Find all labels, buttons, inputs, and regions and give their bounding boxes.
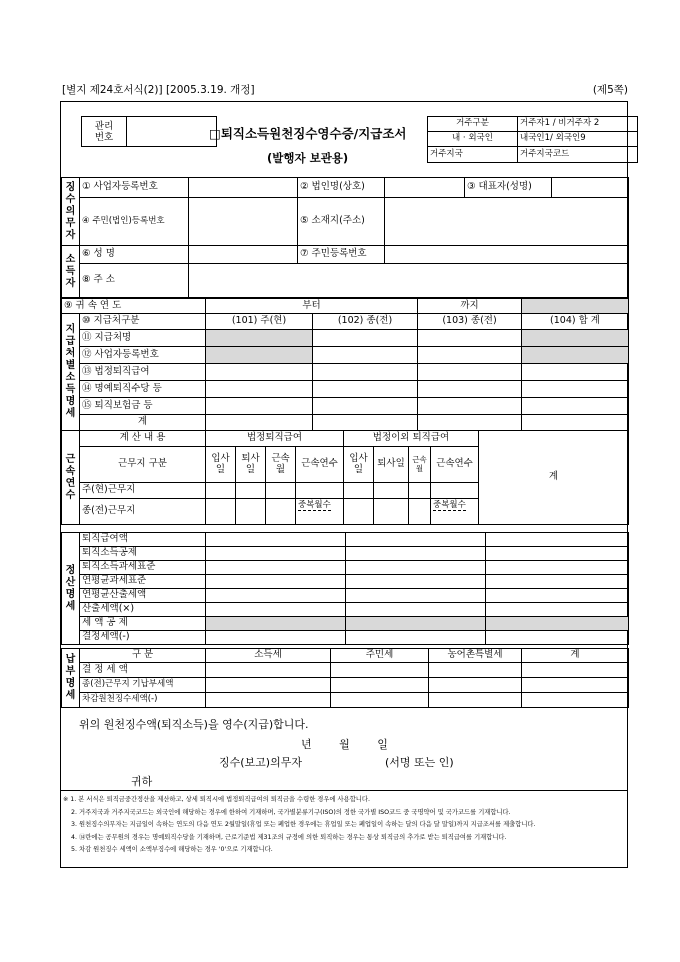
- row-final-tax: 결정세액(-): [80, 631, 206, 645]
- notes: [63, 794, 625, 857]
- cell[interactable]: [522, 415, 629, 431]
- period-label: ⑨ 귀 속 연 도: [62, 299, 206, 314]
- row-tax-credit: 세 액 공 제: [80, 617, 206, 631]
- cell[interactable]: [486, 603, 629, 617]
- col-current: (101) 주(현): [206, 314, 313, 330]
- cell[interactable]: [431, 483, 479, 499]
- cell[interactable]: [206, 330, 313, 347]
- cell[interactable]: [296, 483, 344, 499]
- legal-label: 법정퇴직급여: [206, 431, 344, 447]
- cell[interactable]: [206, 678, 331, 693]
- earner-resident-no-label: ⑦ 주민등록번호: [298, 246, 385, 264]
- cell[interactable]: [486, 631, 629, 645]
- payment-detail-label: 납부명세: [62, 649, 80, 708]
- extra-label: 법정이외 퇴직급여: [344, 431, 479, 447]
- row-total: 계: [80, 415, 206, 431]
- cell[interactable]: [206, 693, 331, 708]
- cell[interactable]: [236, 499, 266, 525]
- cell[interactable]: [522, 693, 629, 708]
- biz-no-label: ① 사업자등록번호: [80, 178, 189, 198]
- receipt-text: 위의 원천징수액(퇴직소득)을 영수(지급)합니다.: [79, 718, 309, 731]
- cell[interactable]: [206, 415, 313, 431]
- form-subtitle: (발행자 보관용): [267, 151, 349, 165]
- service-label: 근속연수: [62, 431, 80, 525]
- cell: [486, 617, 629, 631]
- row-net-withholding: 차감원천징수세액(-): [80, 693, 206, 708]
- row-legal-pay: ⑬ 법정퇴직급여: [80, 364, 206, 381]
- rep-name-field[interactable]: [552, 178, 629, 198]
- cell[interactable]: [206, 589, 346, 603]
- nationality-label: 내 · 외국인: [428, 132, 518, 147]
- cell: [206, 617, 346, 631]
- cell: [522, 330, 629, 347]
- cell[interactable]: [522, 663, 629, 678]
- period-to[interactable]: 까지: [418, 299, 522, 314]
- cell[interactable]: [418, 347, 522, 364]
- years-label-2: 근속연수: [431, 447, 479, 483]
- months-label-2: 근속월: [409, 447, 431, 483]
- nationality-value[interactable]: 내국인1/ 외국인9: [518, 132, 638, 147]
- current-workplace: 주(현)근무지: [80, 483, 206, 499]
- cell[interactable]: [206, 663, 331, 678]
- receipt-sign[interactable]: (서명 또는 인): [385, 756, 454, 769]
- row-avg-tax-base: 연평균과세표준: [80, 575, 206, 589]
- tax-calc-label: 정산명세: [62, 533, 80, 645]
- form-id: [별지 제24호서식(2)] [2005.3.19. 개정]: [62, 84, 255, 96]
- cell[interactable]: [313, 415, 418, 431]
- earner-address-label: ⑧ 주 소: [80, 264, 189, 298]
- payment-label: 지급처별소득명세: [62, 314, 80, 431]
- row-biz-no: ⑫ 사업자등록번호: [80, 347, 206, 364]
- cell[interactable]: [418, 381, 522, 398]
- earner-name-label: ⑥ 성 명: [80, 246, 189, 264]
- row-insurance: ⑮ 퇴직보험금 등: [80, 398, 206, 415]
- col-previous-1: (102) 종(전): [313, 314, 418, 330]
- payment-col-label: ⑩ 지급처구분: [80, 314, 206, 330]
- row-prepaid-tax: 종(전)근무지 기납부세액: [80, 678, 206, 693]
- col-previous-2: (103) 종(전): [418, 314, 522, 330]
- cell[interactable]: [522, 364, 629, 381]
- cell[interactable]: [409, 499, 431, 525]
- workplace-label: 근무지 구분: [80, 447, 206, 483]
- biz-no-field[interactable]: [189, 178, 298, 198]
- receipt-block: [61, 710, 627, 791]
- payment-detail-table: [61, 648, 629, 708]
- cell[interactable]: [344, 499, 374, 525]
- cell[interactable]: [313, 347, 418, 364]
- cell[interactable]: [522, 381, 629, 398]
- cell[interactable]: [346, 547, 486, 561]
- page-label: (제5쪽): [592, 84, 628, 96]
- cell[interactable]: [522, 398, 629, 415]
- cell[interactable]: [206, 398, 313, 415]
- join-label-2: 입사일: [344, 447, 374, 483]
- overlap-months[interactable]: 중복월수: [296, 499, 344, 525]
- cell: [522, 347, 629, 364]
- earner-label: 소득자: [62, 246, 80, 298]
- cell[interactable]: [206, 381, 313, 398]
- cell[interactable]: [418, 364, 522, 381]
- cell[interactable]: [418, 398, 522, 415]
- row-payer-name: ⑪ 지급처명: [80, 330, 206, 347]
- cell[interactable]: [346, 631, 486, 645]
- cell[interactable]: [206, 483, 236, 499]
- row-determined-tax: 결 정 세 액: [80, 663, 206, 678]
- cell[interactable]: [313, 330, 418, 347]
- receipt-to: 귀하: [131, 775, 153, 788]
- payer-address-field[interactable]: [385, 198, 629, 246]
- note-4: 4. ⑭란에는 공무원의 경우는 명예퇴직수당을 기재하며, 근로기준법 제31조의 규정에 의한 퇴직하는 경우는 통상 퇴직금의 추가로 받는 퇴직급여를 기재합니다.: [71, 833, 507, 841]
- receipt-date[interactable]: 년 월 일: [301, 738, 388, 751]
- leave-label-2: 퇴사일: [374, 447, 409, 483]
- cell[interactable]: [331, 693, 429, 708]
- cell[interactable]: [313, 398, 418, 415]
- cell[interactable]: [346, 575, 486, 589]
- rep-name-label: ③ 대표자(성명): [465, 178, 552, 198]
- cell[interactable]: [344, 483, 374, 499]
- cell[interactable]: [206, 603, 346, 617]
- form-title: [209, 124, 407, 142]
- country-code-label: 거주지국코드: [518, 147, 638, 163]
- cell[interactable]: [266, 483, 296, 499]
- note-1: ※ 1. 본 서식은 퇴직금중간정산을 제산하고, 상세 퇴직시에 법정퇴직급여의 퇴직금을 수령한 경우에 사용합니다.: [63, 796, 370, 803]
- calc-label: 계 산 내 용: [80, 431, 206, 447]
- detail-header-resident-tax: 주민세: [331, 649, 429, 663]
- join-label: 입사일: [206, 447, 236, 483]
- cell[interactable]: [346, 603, 486, 617]
- note-3: 3. 원천징수의무자는 지급일이 속하는 연도의 다음 연도 2월말일(휴업 또는 폐업한 경우에는 휴업일 또는 폐업일이 속하는 달의 다음 달 말일)까지 지급조서를 제출합니다.: [71, 821, 536, 828]
- country-label: 거주지국: [428, 147, 518, 163]
- row-avg-calc-tax: 연평균산출세액: [80, 589, 206, 603]
- cell[interactable]: [331, 678, 429, 693]
- earner-resident-no-field[interactable]: [385, 246, 629, 264]
- payer-address-label: ⑤ 소재지(주소): [298, 198, 385, 246]
- cell[interactable]: [236, 483, 266, 499]
- earner-name-field[interactable]: [189, 246, 298, 264]
- cell[interactable]: [331, 663, 429, 678]
- withholding-receipt-form: [60, 101, 628, 868]
- residency-value[interactable]: 거주자1 / 비거주자 2: [518, 117, 638, 132]
- cell[interactable]: [206, 575, 346, 589]
- residency-label: 거주구분: [428, 117, 518, 132]
- title-text: 퇴직소득원천징수영수증/지급조서: [220, 126, 407, 141]
- cell[interactable]: [374, 499, 409, 525]
- cell[interactable]: [346, 533, 486, 547]
- years-label: 근속연수: [296, 447, 344, 483]
- checkbox-icon[interactable]: □: [209, 126, 221, 141]
- cell[interactable]: [418, 415, 522, 431]
- tax-calc-table: [61, 532, 629, 645]
- cell[interactable]: [429, 663, 522, 678]
- corp-name-label: ② 법인명(상호): [298, 178, 385, 198]
- cell[interactable]: [486, 533, 629, 547]
- note-5: 5. 차감 원천징수 세액이 소액부징수에 해당하는 경우 '0'으로 기재합니다.: [71, 846, 273, 853]
- payer-earner-table: [61, 177, 629, 298]
- cell[interactable]: [346, 589, 486, 603]
- detail-header-type: 구 분: [80, 649, 206, 663]
- col-total: (104) 합 계: [522, 314, 629, 330]
- row-calc-tax: 산출세액(×): [80, 603, 206, 617]
- cell[interactable]: [206, 347, 313, 364]
- cell[interactable]: [346, 561, 486, 575]
- cell[interactable]: [486, 547, 629, 561]
- cell: [346, 617, 486, 631]
- cell[interactable]: [486, 575, 629, 589]
- mgmt-no-table: [81, 116, 217, 147]
- cell[interactable]: [206, 547, 346, 561]
- title-block: [61, 102, 627, 177]
- cell[interactable]: [266, 499, 296, 525]
- payer-resident-no-field[interactable]: [189, 198, 298, 246]
- cell[interactable]: [429, 678, 522, 693]
- cell[interactable]: [429, 693, 522, 708]
- detail-header-income-tax: 소득세: [206, 649, 331, 663]
- detail-header-total: 계: [522, 649, 629, 663]
- overlap-months-2[interactable]: 중복월수: [431, 499, 479, 525]
- previous-workplace: 종(전)근무지: [80, 499, 206, 525]
- period-shaded: [522, 299, 629, 314]
- leave-label: 퇴사일: [236, 447, 266, 483]
- mgmt-no-field[interactable]: [127, 117, 217, 147]
- payment-source-table: [61, 298, 629, 431]
- cell[interactable]: [409, 483, 431, 499]
- note-2: 2. 거주지국과 거주지국코드는 외국인에 해당하는 경우에 한하여 기재하며, 국가별분류기구(ISO)의 정한 국가별 ISO코드 중 국명약어 및 국가코드를 기재합니다.: [71, 808, 511, 816]
- corp-name-field[interactable]: [385, 178, 465, 198]
- cell[interactable]: [206, 631, 346, 645]
- receipt-payer: 징수(보고)의무자: [219, 756, 302, 769]
- cell[interactable]: [206, 364, 313, 381]
- cell[interactable]: [486, 589, 629, 603]
- payer-resident-no-label: ④ 주민(법인)등록번호: [80, 198, 189, 246]
- cell[interactable]: [313, 381, 418, 398]
- period-from[interactable]: 부터: [206, 299, 418, 314]
- cell[interactable]: [486, 561, 629, 575]
- mgmt-no-label: 관리 번호: [82, 117, 127, 147]
- earner-address-field[interactable]: [189, 264, 629, 298]
- months-label: 근속월: [266, 447, 296, 483]
- service-total: 계: [479, 431, 629, 525]
- cell[interactable]: [206, 499, 236, 525]
- row-deduction: 퇴직소득공제: [80, 547, 206, 561]
- row-retirement-pay: 퇴직급여액: [80, 533, 206, 547]
- cell[interactable]: [206, 533, 346, 547]
- service-years-table: [61, 430, 629, 525]
- cell[interactable]: [206, 561, 346, 575]
- payer-label: 징수의무자: [62, 178, 80, 246]
- cell[interactable]: [522, 678, 629, 693]
- row-tax-base: 퇴직소득과세표준: [80, 561, 206, 575]
- cell[interactable]: [418, 330, 522, 347]
- residency-table: [427, 116, 638, 163]
- cell[interactable]: [313, 364, 418, 381]
- detail-header-rural-tax: 농어촌특별세: [429, 649, 522, 663]
- row-honorary: ⑭ 명예퇴직수당 등: [80, 381, 206, 398]
- cell[interactable]: [374, 483, 409, 499]
